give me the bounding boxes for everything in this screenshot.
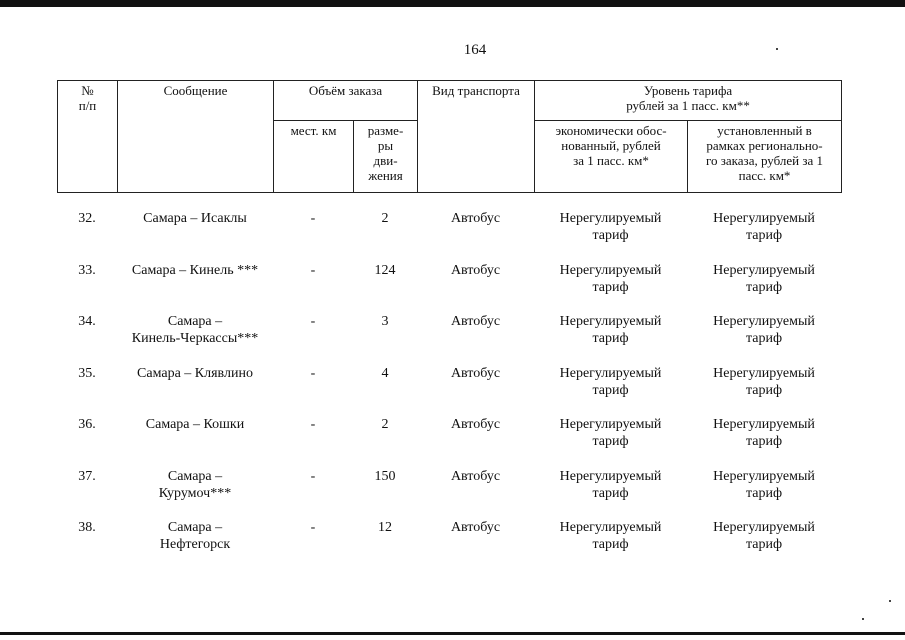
cell-km: - [310,263,316,278]
cell-freq: 12 [378,520,392,535]
cell-num: 36. [78,417,96,432]
cell-transport: Автобус [450,520,501,535]
table-row [57,313,841,353]
table-header [57,80,842,193]
cell-route: Самара – Исаклы [143,211,247,226]
cell-freq: 150 [374,469,396,484]
cell-set: Нерегулируемый тариф [713,263,815,295]
table-row [57,416,841,456]
header-tariff: Уровень тарифа рублей за 1 пасс. км** [535,81,842,121]
header-volume-km: мест. км [274,121,354,193]
table-row [57,365,841,405]
cell-num: 34. [78,314,96,329]
header-num: № п/п [58,81,118,193]
cell-econ: Нерегулируемый тариф [559,469,662,501]
cell-freq: 124 [374,263,396,278]
cell-transport: Автобус [450,366,501,381]
table-row [57,468,841,508]
cell-num: 35. [78,366,96,381]
table-row [57,210,841,250]
cell-transport: Автобус [450,314,501,329]
header-volume-freq: разме- ры дви- жения [354,121,418,193]
cell-km: - [310,520,316,535]
cell-set: Нерегулируемый тариф [713,417,815,449]
cell-km: - [310,314,316,329]
top-rule [0,0,905,7]
cell-route: Самара – Курумоч*** [158,469,232,501]
header-route: Сообщение [118,81,274,193]
page-number: 164 [463,42,487,58]
cell-km: - [310,366,316,381]
cell-freq: 3 [381,314,389,329]
cell-econ: Нерегулируемый тариф [559,417,662,449]
cell-num: 33. [78,263,96,278]
cell-econ: Нерегулируемый тариф [559,366,662,398]
cell-km: - [310,211,316,226]
header-volume: Объём заказа [274,81,418,121]
cell-transport: Автобус [450,263,501,278]
table-row [57,262,841,302]
cell-num: 32. [78,211,96,226]
cell-route: Самара – Кинель-Черкассы*** [131,314,259,346]
bottom-rule [0,632,905,635]
cell-transport: Автобус [450,417,501,432]
cell-num: 37. [78,469,96,484]
cell-freq: 2 [381,417,389,432]
cell-econ: Нерегулируемый тариф [559,211,662,243]
header-transport: Вид транспорта [418,81,535,193]
cell-freq: 2 [381,211,389,226]
cell-km: - [310,417,316,432]
cell-econ: Нерегулируемый тариф [559,314,662,346]
cell-freq: 4 [381,366,389,381]
cell-transport: Автобус [450,469,501,484]
cell-route: Самара – Кинель *** [131,263,259,278]
cell-set: Нерегулируемый тариф [713,366,815,398]
cell-econ: Нерегулируемый тариф [559,520,662,552]
cell-km: - [310,469,316,484]
cell-set: Нерегулируемый тариф [713,211,815,243]
header-tariff-econ: экономически обос- нованный, рублей за 1 пасс. км* [535,121,688,193]
cell-route: Самара – Кошки [145,417,245,432]
scan-speck [889,600,891,602]
cell-route: Самара – Нефтегорск [159,520,231,552]
scan-speck [776,48,778,50]
table-row [57,519,841,559]
cell-set: Нерегулируемый тариф [713,314,815,346]
cell-route: Самара – Клявлино [137,366,253,381]
cell-transport: Автобус [450,211,501,226]
cell-econ: Нерегулируемый тариф [559,263,662,295]
cell-set: Нерегулируемый тариф [713,469,815,501]
cell-set: Нерегулируемый тариф [713,520,815,552]
header-tariff-set: установленный в рамках регионально- го заказа, рублей за 1 пасс. км* [688,121,842,193]
scan-speck [862,618,864,620]
cell-num: 38. [78,520,96,535]
